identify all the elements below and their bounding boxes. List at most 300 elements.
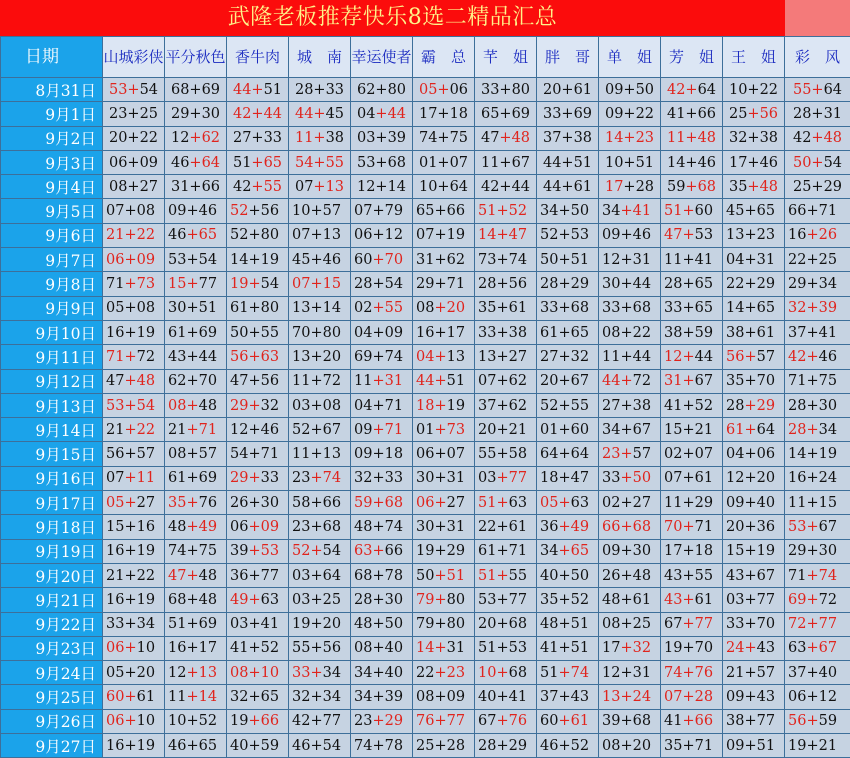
pick-number: 33 xyxy=(664,300,682,316)
plus-sign: + xyxy=(682,713,694,729)
plus-sign: + xyxy=(434,592,446,608)
pick-number: 29 xyxy=(571,276,589,292)
pick-number: 03 xyxy=(292,592,310,608)
pick-cell xyxy=(723,636,785,660)
pick-number: 36 xyxy=(757,519,775,535)
pick-number: 70 xyxy=(757,616,775,632)
pick-cell xyxy=(723,491,785,515)
pick-cell xyxy=(165,223,227,247)
pick-number: 77 xyxy=(509,592,527,608)
pick-cell xyxy=(599,588,661,612)
plus-sign: + xyxy=(313,82,325,98)
plus-sign: + xyxy=(806,713,818,729)
plus-sign: + xyxy=(558,568,570,584)
date-cell: 9月5日 xyxy=(1,199,103,223)
plus-sign: + xyxy=(434,227,446,243)
date-cell: 9月9日 xyxy=(1,296,103,320)
plus-sign: + xyxy=(620,373,632,389)
pick-number: 48 xyxy=(354,616,372,632)
pick-number: 17 xyxy=(419,106,437,122)
pick-cell xyxy=(475,466,537,490)
pick-number: 05 xyxy=(106,300,124,316)
pick-number: 69 xyxy=(199,470,217,486)
plus-sign: + xyxy=(124,227,136,243)
plus-sign: + xyxy=(744,665,756,681)
pick-number: 51 xyxy=(540,665,558,681)
pick-cell xyxy=(413,150,475,174)
table-row xyxy=(1,491,850,515)
pick-number: 16 xyxy=(788,227,806,243)
pick-number: 55 xyxy=(292,640,310,656)
pick-number: 28 xyxy=(354,276,372,292)
plus-sign: + xyxy=(251,82,263,98)
pick-cell xyxy=(599,345,661,369)
pick-cell xyxy=(165,102,227,126)
pick-cell xyxy=(599,418,661,442)
date-cell: 9月22日 xyxy=(1,612,103,636)
pick-cell xyxy=(661,491,723,515)
pick-number: 71 xyxy=(695,519,713,535)
pick-cell xyxy=(599,636,661,660)
pick-number: 42 xyxy=(667,82,685,98)
pick-cell xyxy=(351,612,413,636)
pick-number: 51 xyxy=(571,252,589,268)
plus-sign: + xyxy=(682,616,694,632)
pick-number: 13 xyxy=(726,227,744,243)
pick-cell xyxy=(289,102,351,126)
pick-number: 51 xyxy=(574,155,592,171)
pick-number: 23 xyxy=(109,106,127,122)
pick-number: 01 xyxy=(540,422,558,438)
pick-number: 15 xyxy=(819,495,837,511)
pick-number: 12 xyxy=(230,422,248,438)
pick-number: 56 xyxy=(509,276,527,292)
plus-sign: + xyxy=(496,689,508,705)
pick-cell xyxy=(475,248,537,272)
plus-sign: + xyxy=(124,398,136,414)
plus-sign: + xyxy=(496,592,508,608)
pick-cell xyxy=(165,442,227,466)
pick-cell xyxy=(103,199,165,223)
pick-number: 34 xyxy=(354,689,372,705)
pick-number: 77 xyxy=(509,470,527,486)
pick-cell xyxy=(351,199,413,223)
table-row xyxy=(1,223,850,247)
plus-sign: + xyxy=(623,130,635,146)
pick-cell xyxy=(351,393,413,417)
pick-number: 66 xyxy=(695,713,713,729)
plus-sign: + xyxy=(496,519,508,535)
pick-number: 55 xyxy=(695,568,713,584)
pick-number: 10 xyxy=(168,713,186,729)
date-cell: 9月14日 xyxy=(1,418,103,442)
plus-sign: + xyxy=(558,689,570,705)
pick-number: 58 xyxy=(292,495,310,511)
pick-number: 13 xyxy=(326,179,344,195)
pick-number: 39 xyxy=(230,543,248,559)
pick-number: 09 xyxy=(726,689,744,705)
pick-cell xyxy=(227,248,289,272)
plus-sign: + xyxy=(310,543,322,559)
pick-cell xyxy=(413,199,475,223)
pick-cell xyxy=(661,223,723,247)
plus-sign: + xyxy=(186,470,198,486)
pick-cell xyxy=(785,150,850,174)
pick-cell xyxy=(537,588,599,612)
pick-cell xyxy=(413,418,475,442)
pick-number: 32 xyxy=(354,470,372,486)
pick-cell xyxy=(537,320,599,344)
pick-number: 65 xyxy=(757,203,775,219)
pick-cell xyxy=(351,442,413,466)
pick-cell xyxy=(413,515,475,539)
plus-sign: + xyxy=(251,130,263,146)
pick-number: 37 xyxy=(543,130,561,146)
pick-number: 56 xyxy=(261,203,279,219)
pick-number: 20 xyxy=(543,82,561,98)
plus-sign: + xyxy=(620,568,632,584)
pick-number: 68 xyxy=(354,568,372,584)
pick-cell xyxy=(475,491,537,515)
pick-number: 36 xyxy=(230,568,248,584)
pick-number: 55 xyxy=(385,300,403,316)
pick-number: 23 xyxy=(602,446,620,462)
date-cell: 9月21日 xyxy=(1,588,103,612)
pick-cell xyxy=(723,272,785,296)
pick-number: 39 xyxy=(602,713,620,729)
pick-number: 38 xyxy=(574,130,592,146)
pick-number: 44 xyxy=(388,106,406,122)
pick-number: 21 xyxy=(106,422,124,438)
plus-sign: + xyxy=(682,640,694,656)
pick-cell xyxy=(165,150,227,174)
pick-number: 20 xyxy=(137,665,155,681)
pick-number: 32 xyxy=(571,349,589,365)
pick-number: 68 xyxy=(171,82,189,98)
pick-number: 33 xyxy=(481,82,499,98)
plus-sign: + xyxy=(558,640,570,656)
table-row xyxy=(1,685,850,709)
plus-sign: + xyxy=(189,155,201,171)
pick-cell xyxy=(227,150,289,174)
pick-cell xyxy=(785,588,850,612)
pick-cell xyxy=(103,661,165,685)
pick-number: 25 xyxy=(323,592,341,608)
table-row xyxy=(1,588,850,612)
plus-sign: + xyxy=(372,616,384,632)
pick-number: 30 xyxy=(168,300,186,316)
plus-sign: + xyxy=(372,689,384,705)
pick-cell xyxy=(351,636,413,660)
pick-number: 08 xyxy=(168,446,186,462)
table-row xyxy=(1,102,850,126)
plus-sign: + xyxy=(375,130,387,146)
column-header: 香牛肉 xyxy=(227,37,289,78)
pick-number: 43 xyxy=(571,689,589,705)
pick-cell xyxy=(785,685,850,709)
pick-cell xyxy=(723,102,785,126)
plus-sign: + xyxy=(682,203,694,219)
pick-number: 53 xyxy=(168,252,186,268)
pick-cell xyxy=(599,563,661,587)
pick-number: 28 xyxy=(447,738,465,754)
pick-number: 11 xyxy=(354,373,372,389)
pick-cell xyxy=(537,685,599,709)
pick-number: 06 xyxy=(354,227,372,243)
pick-number: 07 xyxy=(664,689,682,705)
plus-sign: + xyxy=(434,738,446,754)
pick-number: 07 xyxy=(664,470,682,486)
pick-number: 09 xyxy=(726,738,744,754)
pick-number: 47 xyxy=(664,227,682,243)
plus-sign: + xyxy=(558,203,570,219)
plus-sign: + xyxy=(496,713,508,729)
pick-number: 52 xyxy=(571,592,589,608)
pick-cell xyxy=(413,223,475,247)
pick-cell xyxy=(475,636,537,660)
pick-number: 01 xyxy=(419,155,437,171)
pick-number: 28 xyxy=(540,276,558,292)
pick-number: 09 xyxy=(137,252,155,268)
pick-cell xyxy=(103,636,165,660)
plus-sign: + xyxy=(682,568,694,584)
pick-number: 17 xyxy=(199,640,217,656)
pick-cell xyxy=(537,734,599,758)
plus-sign: + xyxy=(561,130,573,146)
pick-cell xyxy=(785,491,850,515)
plus-sign: + xyxy=(248,373,260,389)
plus-sign: + xyxy=(496,568,508,584)
plus-sign: + xyxy=(623,106,635,122)
pick-number: 42 xyxy=(233,179,251,195)
pick-number: 29 xyxy=(824,179,842,195)
pick-cell xyxy=(785,393,850,417)
pick-cell xyxy=(413,78,475,102)
pick-cell xyxy=(475,126,537,150)
pick-number: 29 xyxy=(788,543,806,559)
column-header: 芊 姐 xyxy=(475,37,537,78)
table-row xyxy=(1,126,850,150)
pick-number: 30 xyxy=(819,543,837,559)
plus-sign: + xyxy=(437,130,449,146)
pick-number: 20 xyxy=(323,616,341,632)
pick-number: 41 xyxy=(695,252,713,268)
pick-number: 38 xyxy=(726,713,744,729)
plus-sign: + xyxy=(682,252,694,268)
pick-number: 77 xyxy=(757,592,775,608)
pick-number: 34 xyxy=(819,276,837,292)
pick-number: 60 xyxy=(540,713,558,729)
pick-number: 08 xyxy=(602,616,620,632)
pick-number: 29 xyxy=(509,738,527,754)
plus-sign: + xyxy=(434,640,446,656)
plus-sign: + xyxy=(434,543,446,559)
pick-number: 21 xyxy=(106,568,124,584)
plus-sign: + xyxy=(558,373,570,389)
plus-sign: + xyxy=(189,179,201,195)
pick-cell xyxy=(351,150,413,174)
pick-number: 69 xyxy=(199,616,217,632)
pick-number: 44 xyxy=(233,82,251,98)
pick-cell xyxy=(165,661,227,685)
pick-number: 09 xyxy=(261,519,279,535)
pick-number: 28 xyxy=(354,592,372,608)
pick-number: 65 xyxy=(571,325,589,341)
plus-sign: + xyxy=(372,373,384,389)
pick-number: 51 xyxy=(571,640,589,656)
pick-cell xyxy=(599,150,661,174)
pick-cell xyxy=(289,734,351,758)
table-row xyxy=(1,563,850,587)
pick-number: 12 xyxy=(726,470,744,486)
plus-sign: + xyxy=(682,349,694,365)
pick-cell xyxy=(723,685,785,709)
plus-sign: + xyxy=(434,398,446,414)
pick-number: 54 xyxy=(323,738,341,754)
pick-number: 09 xyxy=(602,227,620,243)
table-row xyxy=(1,150,850,174)
pick-cell xyxy=(723,515,785,539)
pick-number: 55 xyxy=(326,155,344,171)
pick-number: 33 xyxy=(261,470,279,486)
plus-sign: + xyxy=(372,398,384,414)
table-row xyxy=(1,612,850,636)
pick-number: 48 xyxy=(199,568,217,584)
pick-cell xyxy=(475,78,537,102)
pick-number: 50 xyxy=(540,252,558,268)
plus-sign: + xyxy=(186,398,198,414)
table-row xyxy=(1,272,850,296)
pick-number: 09 xyxy=(354,446,372,462)
pick-number: 11 xyxy=(788,495,806,511)
plus-sign: + xyxy=(437,179,449,195)
pick-number: 16 xyxy=(106,738,124,754)
pick-number: 21 xyxy=(726,665,744,681)
pick-cell xyxy=(165,418,227,442)
pick-number: 57 xyxy=(199,446,217,462)
pick-number: 34 xyxy=(819,422,837,438)
pick-cell xyxy=(351,78,413,102)
pick-number: 61 xyxy=(757,325,775,341)
date-cell: 9月26日 xyxy=(1,709,103,733)
pick-number: 54 xyxy=(261,276,279,292)
pick-number: 59 xyxy=(819,713,837,729)
pick-number: 06 xyxy=(416,446,434,462)
pick-number: 67 xyxy=(757,568,775,584)
pick-number: 04 xyxy=(416,349,434,365)
pick-number: 40 xyxy=(230,738,248,754)
pick-number: 37 xyxy=(478,398,496,414)
plus-sign: + xyxy=(124,568,136,584)
plus-sign: + xyxy=(620,203,632,219)
pick-number: 34 xyxy=(602,203,620,219)
pick-number: 68 xyxy=(388,155,406,171)
pick-cell xyxy=(289,491,351,515)
pick-number: 13 xyxy=(323,227,341,243)
plus-sign: + xyxy=(806,665,818,681)
plus-sign: + xyxy=(558,446,570,462)
pick-number: 48 xyxy=(698,130,716,146)
pick-number: 21 xyxy=(695,422,713,438)
pick-number: 77 xyxy=(323,713,341,729)
plus-sign: + xyxy=(127,130,139,146)
pick-number: 61 xyxy=(571,713,589,729)
pick-number: 59 xyxy=(695,325,713,341)
plus-sign: + xyxy=(496,543,508,559)
pick-number: 61 xyxy=(574,82,592,98)
date-cell: 9月24日 xyxy=(1,661,103,685)
date-cell: 9月7日 xyxy=(1,248,103,272)
plus-sign: + xyxy=(744,640,756,656)
pick-number: 57 xyxy=(323,203,341,219)
plus-sign: + xyxy=(499,82,511,98)
table-row xyxy=(1,320,850,344)
pick-number: 47 xyxy=(230,373,248,389)
pick-number: 27 xyxy=(233,130,251,146)
pick-cell xyxy=(475,515,537,539)
pick-number: 05 xyxy=(419,82,437,98)
header-row xyxy=(1,37,850,78)
plus-sign: + xyxy=(558,592,570,608)
pick-number: 48 xyxy=(168,519,186,535)
pick-number: 65 xyxy=(481,106,499,122)
plus-sign: + xyxy=(620,689,632,705)
pick-cell xyxy=(289,661,351,685)
pick-number: 45 xyxy=(726,203,744,219)
pick-number: 65 xyxy=(199,738,217,754)
table-body xyxy=(1,78,850,758)
pick-cell xyxy=(785,223,850,247)
pick-number: 40 xyxy=(478,689,496,705)
pick-cell xyxy=(289,320,351,344)
plus-sign: + xyxy=(372,592,384,608)
pick-number: 50 xyxy=(793,155,811,171)
pick-number: 59 xyxy=(354,495,372,511)
plus-sign: + xyxy=(623,179,635,195)
pick-cell xyxy=(413,539,475,563)
pick-number: 52 xyxy=(199,713,217,729)
pick-number: 16 xyxy=(788,470,806,486)
pick-number: 04 xyxy=(726,446,744,462)
pick-number: 73 xyxy=(447,422,465,438)
pick-cell xyxy=(289,612,351,636)
pick-number: 11 xyxy=(295,130,313,146)
pick-number: 44 xyxy=(543,179,561,195)
date-cell: 9月27日 xyxy=(1,734,103,758)
plus-sign: + xyxy=(127,179,139,195)
pick-number: 71 xyxy=(509,543,527,559)
plus-sign: + xyxy=(434,252,446,268)
pick-number: 68 xyxy=(633,519,651,535)
pick-cell xyxy=(103,296,165,320)
pick-number: 53 xyxy=(571,227,589,243)
pick-number: 48 xyxy=(760,179,778,195)
pick-number: 29 xyxy=(385,713,403,729)
pick-number: 31 xyxy=(824,106,842,122)
plus-sign: + xyxy=(248,276,260,292)
pick-number: 43 xyxy=(757,689,775,705)
plus-sign: + xyxy=(124,300,136,316)
plus-sign: + xyxy=(310,640,322,656)
pick-number: 48 xyxy=(602,592,620,608)
pick-cell xyxy=(475,539,537,563)
pick-number: 22 xyxy=(788,252,806,268)
pick-cell xyxy=(599,539,661,563)
pick-number: 80 xyxy=(261,227,279,243)
pick-number: 32 xyxy=(230,689,248,705)
pick-cell xyxy=(475,734,537,758)
plus-sign: + xyxy=(186,543,198,559)
